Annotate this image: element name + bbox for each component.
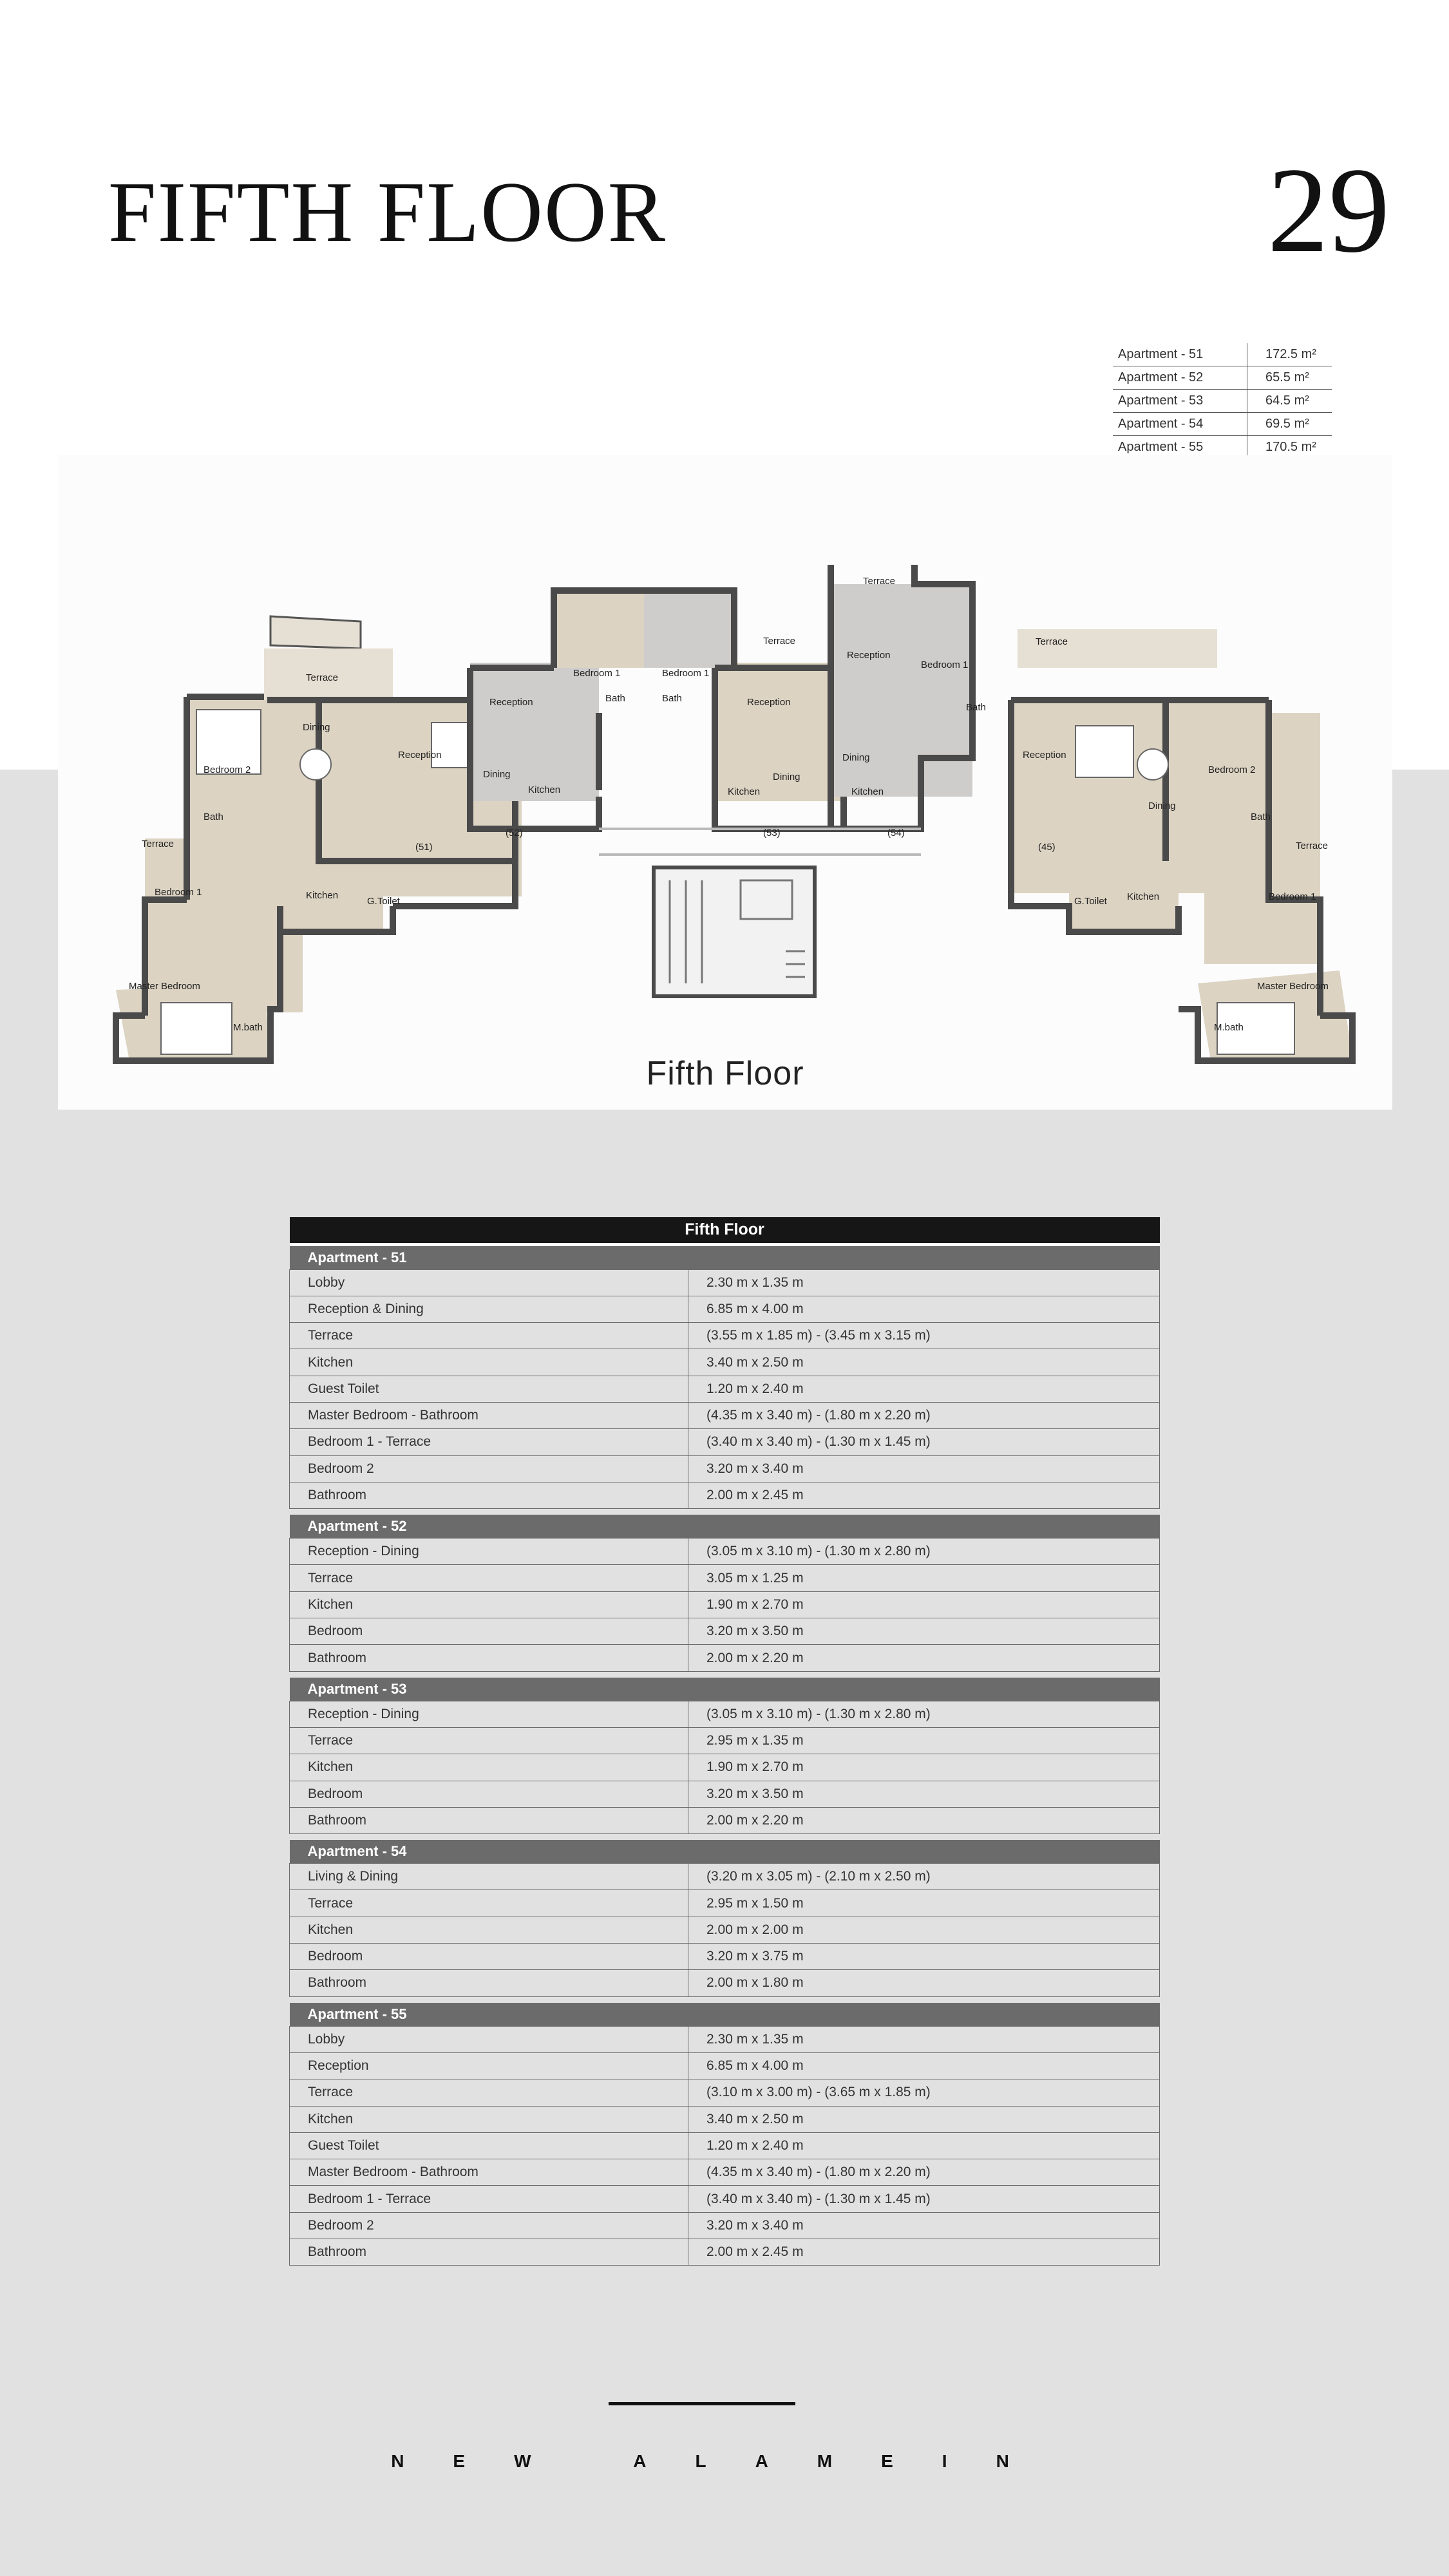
room-name-cell: Reception - Dining bbox=[290, 1701, 688, 1727]
table-row bbox=[290, 1565, 1160, 1591]
apartment-group-header bbox=[290, 1515, 1160, 1539]
room-name-cell: Master Bedroom - Bathroom bbox=[290, 2159, 688, 2186]
label-gtoilet-55: G.Toilet bbox=[1074, 896, 1107, 907]
room-dimension-cell: 3.20 m x 3.50 m bbox=[688, 1781, 1160, 1807]
area-row bbox=[1113, 390, 1332, 413]
table-row bbox=[290, 1376, 1160, 1402]
label-reception-52: Reception bbox=[489, 697, 533, 708]
room-dimension-cell: (3.40 m x 3.40 m) - (1.30 m x 1.45 m) bbox=[688, 1429, 1160, 1455]
label-terrace-51: Terrace bbox=[306, 672, 339, 683]
label-kitchen-54: Kitchen bbox=[851, 786, 884, 797]
table-row bbox=[290, 1890, 1160, 1917]
table-row bbox=[290, 1539, 1160, 1565]
room-dimension-cell: 1.90 m x 2.70 m bbox=[688, 1591, 1160, 1618]
room-name-cell: Guest Toilet bbox=[290, 2132, 688, 2159]
room-dimension-cell: 1.90 m x 2.70 m bbox=[688, 1754, 1160, 1781]
table-row bbox=[290, 1781, 1160, 1807]
room-name-cell: Kitchen bbox=[290, 1349, 688, 1376]
area-summary-table bbox=[1113, 343, 1332, 459]
room-dimension-cell: 2.00 m x 2.20 m bbox=[688, 1807, 1160, 1833]
label-bath-55: Bath bbox=[1251, 811, 1271, 822]
room-name-cell: Bathroom bbox=[290, 1970, 688, 1996]
table-row bbox=[290, 1482, 1160, 1508]
room-dimension-cell: 2.95 m x 1.50 m bbox=[688, 1890, 1160, 1917]
label-mbath-51: M.bath bbox=[233, 1022, 263, 1033]
label-reception-54: Reception bbox=[847, 650, 891, 661]
label-bedroom1-53: Bedroom 1 bbox=[662, 668, 710, 679]
unit-tag-51: (51) bbox=[415, 842, 433, 853]
room-name-cell: Bedroom 1 - Terrace bbox=[290, 1429, 688, 1455]
room-dimension-cell: (4.35 m x 3.40 m) - (1.80 m x 2.20 m) bbox=[688, 2159, 1160, 2186]
room-dimension-cell: 3.20 m x 3.40 m bbox=[688, 2212, 1160, 2239]
room-name-cell: Master Bedroom - Bathroom bbox=[290, 1402, 688, 1428]
label-gtoilet-51: G.Toilet bbox=[367, 896, 400, 907]
table-row bbox=[290, 1296, 1160, 1322]
room-name-cell: Kitchen bbox=[290, 1917, 688, 1943]
table-row bbox=[290, 1429, 1160, 1455]
room-dimension-cell: 3.20 m x 3.40 m bbox=[688, 1455, 1160, 1482]
group-spacer bbox=[290, 1509, 1160, 1515]
brand-wordmark: NEW ALAMEIN bbox=[391, 2451, 1058, 2471]
table-row bbox=[290, 2132, 1160, 2159]
room-dimension-cell: 2.95 m x 1.35 m bbox=[688, 1727, 1160, 1754]
table-row bbox=[290, 1455, 1160, 1482]
area-value: 170.5 m² bbox=[1265, 440, 1316, 454]
room-dimension-cell: 3.40 m x 2.50 m bbox=[688, 2106, 1160, 2132]
apartment-group-header bbox=[290, 1244, 1160, 1269]
room-name-cell: Bathroom bbox=[290, 1645, 688, 1671]
area-value: 69.5 m² bbox=[1265, 417, 1309, 431]
table-row bbox=[290, 1323, 1160, 1349]
room-dimension-cell: 6.85 m x 4.00 m bbox=[688, 1296, 1160, 1322]
apartment-group-name: Apartment - 53 bbox=[290, 1678, 1160, 1701]
table-row bbox=[290, 2106, 1160, 2132]
label-reception-55: Reception bbox=[1023, 750, 1066, 761]
room-dimension-cell: 2.30 m x 1.35 m bbox=[688, 1269, 1160, 1296]
table-row bbox=[290, 1727, 1160, 1754]
room-name-cell: Terrace bbox=[290, 1890, 688, 1917]
label-bath-53: Bath bbox=[662, 693, 682, 704]
room-name-cell: Terrace bbox=[290, 1323, 688, 1349]
label-reception-53: Reception bbox=[747, 697, 791, 708]
floor-plan-caption: Fifth Floor bbox=[646, 1055, 804, 1092]
room-dimension-cell: 2.00 m x 1.80 m bbox=[688, 1970, 1160, 1996]
table-row bbox=[290, 2079, 1160, 2106]
unit-tag-52: (52) bbox=[506, 828, 523, 838]
label-kitchen-51: Kitchen bbox=[306, 890, 339, 901]
room-name-cell: Bedroom 2 bbox=[290, 1455, 688, 1482]
table-row bbox=[290, 2026, 1160, 2052]
room-dimension-cell: 3.20 m x 3.50 m bbox=[688, 1618, 1160, 1645]
area-apartment-name: Apartment - 53 bbox=[1113, 390, 1247, 412]
room-name-cell: Bedroom bbox=[290, 1781, 688, 1807]
area-apartment-name: Apartment - 54 bbox=[1113, 413, 1247, 435]
room-dimension-cell: (3.05 m x 3.10 m) - (1.30 m x 2.80 m) bbox=[688, 1539, 1160, 1565]
room-name-cell: Bedroom bbox=[290, 1944, 688, 1970]
table-row bbox=[290, 2212, 1160, 2239]
room-dimension-cell: (3.40 m x 3.40 m) - (1.30 m x 1.45 m) bbox=[688, 2186, 1160, 2212]
table-row bbox=[290, 1864, 1160, 1890]
label-dining-54: Dining bbox=[842, 752, 870, 763]
area-value: 65.5 m² bbox=[1265, 370, 1309, 384]
label-bath-51: Bath bbox=[204, 811, 223, 822]
footer-rule bbox=[609, 2402, 795, 2405]
table-row bbox=[290, 1917, 1160, 1943]
area-row bbox=[1113, 366, 1332, 390]
apartment-group-header bbox=[290, 1678, 1160, 1701]
room-dimension-cell: 3.40 m x 2.50 m bbox=[688, 1349, 1160, 1376]
label-bedroom1-54: Bedroom 1 bbox=[921, 659, 969, 670]
label-mbath-55: M.bath bbox=[1214, 1022, 1244, 1033]
table-row bbox=[290, 2239, 1160, 2266]
room-dimension-cell: (4.35 m x 3.40 m) - (1.80 m x 2.20 m) bbox=[688, 1402, 1160, 1428]
table-row bbox=[290, 1591, 1160, 1618]
room-name-cell: Reception & Dining bbox=[290, 1296, 688, 1322]
room-name-cell: Lobby bbox=[290, 1269, 688, 1296]
room-dimension-cell: 3.20 m x 3.75 m bbox=[688, 1944, 1160, 1970]
apartment-group-name: Apartment - 52 bbox=[290, 1515, 1160, 1539]
label-dining-52: Dining bbox=[483, 769, 511, 780]
label-terrace-55b: Terrace bbox=[1296, 840, 1329, 851]
table-row bbox=[290, 2159, 1160, 2186]
dimensions-table-title: Fifth Floor bbox=[685, 1220, 764, 1239]
area-apartment-name: Apartment - 52 bbox=[1113, 366, 1247, 389]
unit-tag-45: (45) bbox=[1038, 842, 1056, 853]
room-dimension-cell: 2.00 m x 2.45 m bbox=[688, 1482, 1160, 1508]
room-dimension-cell: 1.20 m x 2.40 m bbox=[688, 1376, 1160, 1402]
area-apartment-name: Apartment - 55 bbox=[1113, 436, 1247, 459]
unit-tag-54: (54) bbox=[887, 828, 905, 838]
room-name-cell: Bathroom bbox=[290, 1482, 688, 1508]
floor-plan bbox=[58, 455, 1392, 1110]
floor-plan-drawing bbox=[58, 455, 1392, 1110]
room-name-cell: Terrace bbox=[290, 1565, 688, 1591]
table-row bbox=[290, 1701, 1160, 1727]
table-row bbox=[290, 1349, 1160, 1376]
room-name-cell: Kitchen bbox=[290, 2106, 688, 2132]
table-row bbox=[290, 1754, 1160, 1781]
room-name-cell: Bathroom bbox=[290, 2239, 688, 2266]
room-dimension-cell: 2.00 m x 2.00 m bbox=[688, 1917, 1160, 1943]
room-dimension-cell: (3.55 m x 1.85 m) - (3.45 m x 3.15 m) bbox=[688, 1323, 1160, 1349]
label-bedroom1-52: Bedroom 1 bbox=[573, 668, 621, 679]
area-row bbox=[1113, 343, 1332, 366]
label-kitchen-55: Kitchen bbox=[1127, 891, 1160, 902]
table-row bbox=[290, 1970, 1160, 1996]
room-name-cell: Living & Dining bbox=[290, 1864, 688, 1890]
unit-tag-53: (53) bbox=[763, 828, 781, 838]
room-name-cell: Kitchen bbox=[290, 1591, 688, 1618]
label-reception-51: Reception bbox=[398, 750, 442, 761]
group-spacer bbox=[290, 1996, 1160, 2003]
label-dining-51: Dining bbox=[303, 722, 330, 733]
room-dimension-cell: 2.00 m x 2.45 m bbox=[688, 2239, 1160, 2266]
label-bedroom2-51: Bedroom 2 bbox=[204, 764, 251, 775]
stair-core bbox=[599, 829, 921, 996]
area-value: 172.5 m² bbox=[1265, 347, 1316, 361]
room-name-cell: Reception bbox=[290, 2052, 688, 2079]
table-row bbox=[290, 1807, 1160, 1833]
room-dimension-cell: (3.10 m x 3.00 m) - (3.65 m x 1.85 m) bbox=[688, 2079, 1160, 2106]
table-row bbox=[290, 1402, 1160, 1428]
room-dimension-cell: 1.20 m x 2.40 m bbox=[688, 2132, 1160, 2159]
label-bath-54: Bath bbox=[966, 702, 986, 713]
table-row bbox=[290, 1269, 1160, 1296]
room-dimension-cell: 2.30 m x 1.35 m bbox=[688, 2026, 1160, 2052]
label-dining-53: Dining bbox=[773, 772, 800, 782]
label-master-55: Master Bedroom bbox=[1257, 981, 1329, 992]
room-name-cell: Terrace bbox=[290, 1727, 688, 1754]
label-bedroom2-55: Bedroom 2 bbox=[1208, 764, 1256, 775]
room-name-cell: Reception - Dining bbox=[290, 1539, 688, 1565]
label-bath-52: Bath bbox=[605, 693, 625, 704]
room-name-cell: Bedroom bbox=[290, 1618, 688, 1645]
table-row bbox=[290, 2052, 1160, 2079]
room-name-cell: Bedroom 1 - Terrace bbox=[290, 2186, 688, 2212]
label-master-51: Master Bedroom bbox=[129, 981, 200, 992]
group-spacer bbox=[290, 1671, 1160, 1678]
apartment-group-name: Apartment - 54 bbox=[290, 1840, 1160, 1864]
room-dimension-cell: 6.85 m x 4.00 m bbox=[688, 2052, 1160, 2079]
label-bedroom1-51: Bedroom 1 bbox=[155, 887, 202, 898]
label-kitchen-53: Kitchen bbox=[728, 786, 761, 797]
page-title: FIFTH FLOOR bbox=[108, 164, 667, 260]
label-terrace-55: Terrace bbox=[1036, 636, 1068, 647]
label-bedroom1-55: Bedroom 1 bbox=[1269, 891, 1316, 902]
table-row bbox=[290, 1944, 1160, 1970]
apartment-group-header bbox=[290, 2003, 1160, 2027]
room-name-cell: Guest Toilet bbox=[290, 1376, 688, 1402]
label-terrace-53: Terrace bbox=[763, 636, 796, 647]
label-kitchen-52: Kitchen bbox=[528, 784, 561, 795]
room-dimension-cell: (3.20 m x 3.05 m) - (2.10 m x 2.50 m) bbox=[688, 1864, 1160, 1890]
room-name-cell: Bathroom bbox=[290, 1807, 688, 1833]
apartment-group-name: Apartment - 55 bbox=[290, 2003, 1160, 2027]
area-row bbox=[1113, 413, 1332, 436]
area-apartment-name: Apartment - 51 bbox=[1113, 343, 1247, 366]
room-name-cell: Kitchen bbox=[290, 1754, 688, 1781]
label-dining-55: Dining bbox=[1148, 800, 1176, 811]
label-terrace-54: Terrace bbox=[863, 576, 896, 587]
room-dimensions-table bbox=[289, 1217, 1160, 2266]
room-dimension-cell: 2.00 m x 2.20 m bbox=[688, 1645, 1160, 1671]
area-value: 64.5 m² bbox=[1265, 393, 1309, 408]
table-row bbox=[290, 1618, 1160, 1645]
apartment-group-name: Apartment - 51 bbox=[290, 1244, 1160, 1269]
room-dimension-cell: 3.05 m x 1.25 m bbox=[688, 1565, 1160, 1591]
apartment-group-header bbox=[290, 1840, 1160, 1864]
label-terrace-51b: Terrace bbox=[142, 838, 175, 849]
table-row bbox=[290, 2186, 1160, 2212]
room-dimension-cell: (3.05 m x 3.10 m) - (1.30 m x 2.80 m) bbox=[688, 1701, 1160, 1727]
page-number: 29 bbox=[1267, 143, 1390, 278]
room-name-cell: Terrace bbox=[290, 2079, 688, 2106]
room-name-cell: Lobby bbox=[290, 2026, 688, 2052]
room-name-cell: Bedroom 2 bbox=[290, 2212, 688, 2239]
table-row bbox=[290, 1645, 1160, 1671]
group-spacer bbox=[290, 1834, 1160, 1841]
